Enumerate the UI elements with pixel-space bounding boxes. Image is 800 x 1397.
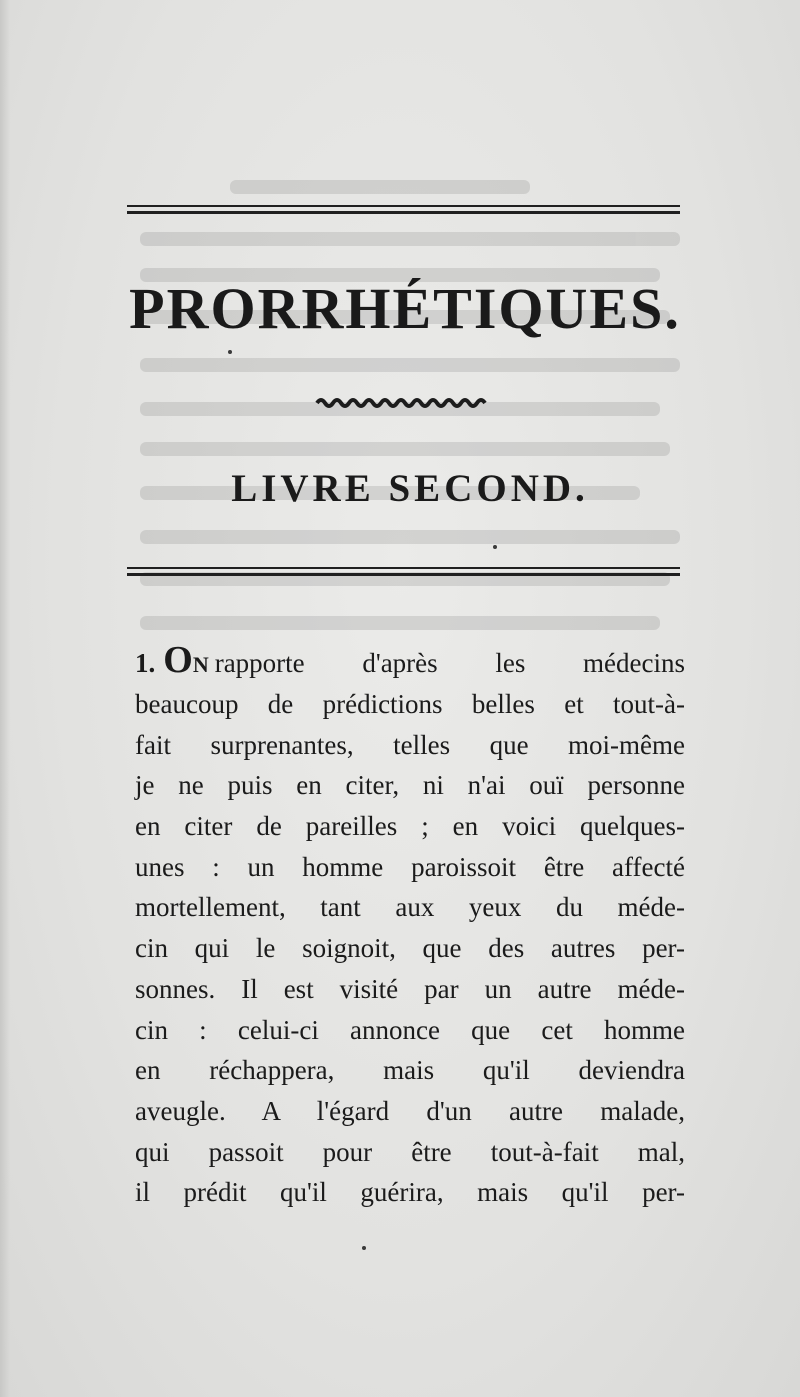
page-edge-shadow [0,0,10,1397]
drop-cap: O [163,639,193,681]
section-double-rule [127,567,680,577]
wave-ornament [315,396,487,410]
text-line: aveugle. A l'égard d'un autre malade, [135,1095,685,1126]
text-line: fait surprenantes, telles que moi-même [135,729,685,760]
paper-speck [493,545,497,549]
text-line: mortellement, tant aux yeux du méde- [135,892,685,923]
paper-speck [228,350,232,354]
text-line: je ne puis en citer, ni n'ai ouï personne [135,770,685,801]
paragraph-number: 1. [135,648,156,678]
book-subtitle: LIVRE SECOND. [231,467,589,510]
text-line: unes : un homme paroissoit être affecté [135,851,685,882]
paragraph-text [135,636,685,1213]
text-line: qui passoit pour être tout-à-fait mal, [135,1136,685,1167]
text-line: sonnes. Il est visité par un autre méde- [135,973,685,1004]
top-double-rule [127,205,680,215]
page-title: PRORRHÉTIQUES. [129,276,681,341]
text-line: cin qui le soignoit, que des autres per- [135,933,685,964]
show-through-text [140,170,700,650]
text-line: il prédit qu'il guérira, mais qu'il per- [135,1177,685,1208]
text-line: beaucoup de prédictions belles et tout-à- [135,689,685,719]
text-line: cin : celui-ci annonce que cet homme [135,1014,685,1045]
text-line: en réchappera, mais qu'il deviendra [135,1055,685,1086]
text-line-first [135,636,685,684]
first-line-text: rapporte d'après les médecins [214,648,685,678]
paper-speck [362,1246,366,1250]
text-line: en citer de pareilles ; en voici quelques- [135,811,685,842]
small-cap: N [192,652,209,677]
